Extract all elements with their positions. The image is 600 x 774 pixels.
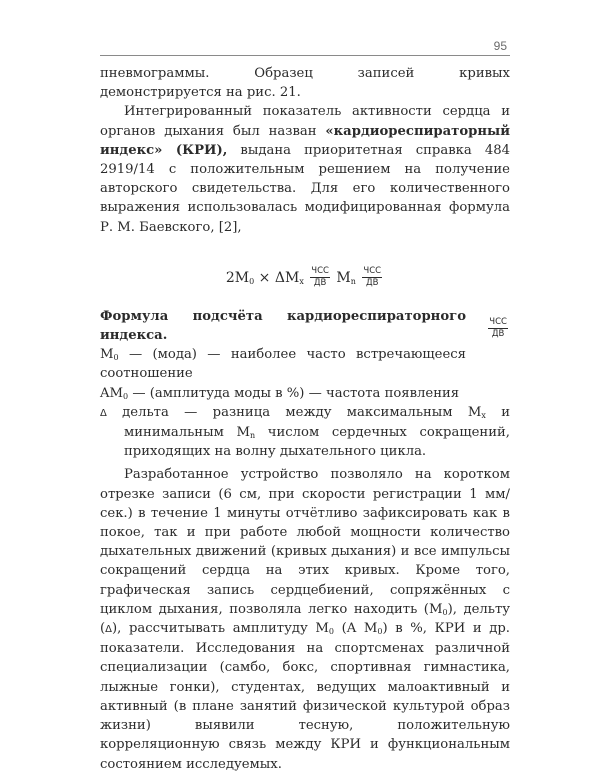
kri-term: «кардиореспираторный индекс» (КРИ), — [100, 123, 510, 158]
definition-mode: $M_0$ — (мода) — наиболее часто встречающееся соотношение — [100, 347, 466, 382]
formula-legend — [100, 307, 510, 403]
definition-amplitude: $AM_0$ — (амплитуда моды в %) — частота появления — [100, 385, 460, 401]
paragraph-3: Разработанное устройство позволяло на коротком отрезке записи (6 см, при скорости регистрации 1 мм/сек.) в течение 1 минуты отчётливо зафиксировать как в покое, так и при работе любой мощности количество дыхательных движений (кривых дыхания) и все импульсы сокращений сердца на этих кривых. Кроме того, графическая запись сердцебиений, сопряжённых с циклом дыхания, позволяла легко находить $(M_0)$, дельту (Δ), рассчитывать амплитуду $M_0$ (A $M_0$) в %, КРИ и др. показатели. Исследования на спортсменах различной специализации (самбо, бокс, спортивная гимнастика, лыжные гонки), студентах, ведущих малоактивный и активный (в плане занятий физической культурой образ жизни) выявили тесную, положительную корреляционную связь между КРИ и функциональным состоянием исследуемых. — [100, 467, 510, 772]
formula-fraction-1: $\frac{\text{ЧСС}}{ДВ}$ — [311, 266, 329, 289]
header-rule — [100, 55, 510, 56]
main-text — [100, 64, 510, 774]
paragraph-1: пневмограммы. Образец записей кривых демонстрируется на рис. 21. — [100, 66, 510, 101]
formula-fraction-2: $\frac{\text{ЧСС}}{ДВ}$ — [363, 266, 382, 289]
formula-title: Формула подсчёта кардиореспираторного индекса. — [100, 308, 466, 344]
paragraph-2: Интегрированный показатель активности сердца и органов дыхания был назван «кардиореспираторный индекс» (КРИ), выдана приоритетная справка 484 2919/14 с положительным решением на получение авторского свидетельства. Для его количественного выражения использовалась модифицированная формула Р. М. Баевского, [2], — [100, 104, 510, 235]
page-number: 95 — [493, 39, 507, 53]
formula: $2M_0 \times \Delta M_x$ $\frac{\text{ЧСС}}{ДВ}$ $M_n$ $\frac{\text{ЧСС}}{ДВ}$ — [225, 266, 382, 289]
legend-fraction: ЧСС ДВ — [489, 316, 507, 339]
definition-delta: Δ дельта — разница между максимальным $M_x$ и минимальным $M_n$ числом сердечных сокращений, приходящих на волну дыхательного цикла. — [100, 404, 511, 460]
